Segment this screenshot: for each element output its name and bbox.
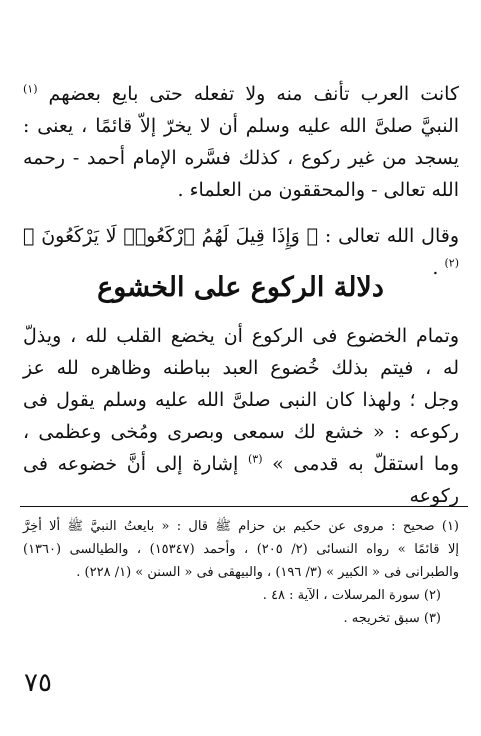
footnote-2: (٢) سورة المرسلات ، الآية : ٤٨ . (262, 588, 441, 603)
main-paragraph (23, 320, 459, 507)
text-line: ركوعه : « خشع لك سمعى وبصرى ومُخى وعظمى ، (23, 421, 459, 443)
quran-quote-line (23, 220, 459, 279)
footnote-ref-1: (١) (23, 82, 38, 96)
text-line: له ، فيتم بذلك خُضوع العبد بباطنه وظاهره لله عز (23, 357, 459, 379)
footnote-1-line: والطبرانى فى « الكبير » (٣/ ١٩٦) ، والبيهقى فى « السنن » (١/ ٢٢٨) . (76, 565, 459, 580)
text-line: النبيَّ صلىَّ الله عليه وسلم أن لا يخرّ إلاّ قائمًا ، يعنى : (23, 115, 459, 137)
text-line (23, 220, 459, 279)
footnote-ref-3: (٣) (247, 452, 263, 466)
text-line (23, 448, 459, 507)
text-line: وجل ؛ ولهذا كان النبى صلىَّ الله عليه وسلم يقول فى (23, 389, 459, 411)
footnotes (23, 515, 459, 630)
footnote-ref-2: (٢) (444, 256, 459, 270)
text-line: يسجد من غير ركوع ، كذلك فسَّره الإمام أحمد - رحمه (23, 147, 459, 169)
quote-text: وقال الله تعالى : ﴿ وَإِذَا قِيلَ لَهُمُ ٱرْكَعُوا۟ لَا يَرْكَعُونَ ﴾ (23, 225, 459, 247)
footnote-separator (20, 506, 468, 507)
text-line (23, 78, 459, 110)
line-text: كانت العرب تأنف منه ولا تفعله حتى بايع بعضهم (48, 83, 459, 105)
line-text: وما استقلّ به قدمى » (272, 453, 459, 475)
footnote-3: (٣) سبق تخريجه . (343, 611, 441, 626)
line-text: إشارة إلى أنَّ خضوعه فى ركوعه (23, 453, 459, 507)
footnote-1-line: إلا قائمًا » رواه النسائى (٢/ ٢٠٥) ، وأحمد (١٥٣٤٧) ، والطيالسى (١٣٦٠) (23, 542, 460, 557)
page-number: ٧٥ (24, 668, 52, 698)
footnote-1-line: (١) صحيح : مروى عن حكيم بن حزام ﷺ قال : « بايعتُ النبيَّ ﷺ ألا أخِرَّ (23, 519, 459, 534)
section-heading: دلالة الركوع على الخشوع (97, 272, 384, 303)
quote-end: . (432, 257, 439, 279)
text-line: الله تعالى - والمحققون من العلماء . (177, 179, 459, 201)
top-paragraph (23, 78, 459, 206)
text-line: وتمام الخضوع فى الركوع أن يخضع القلب لله ، ويذلّ (23, 325, 459, 347)
